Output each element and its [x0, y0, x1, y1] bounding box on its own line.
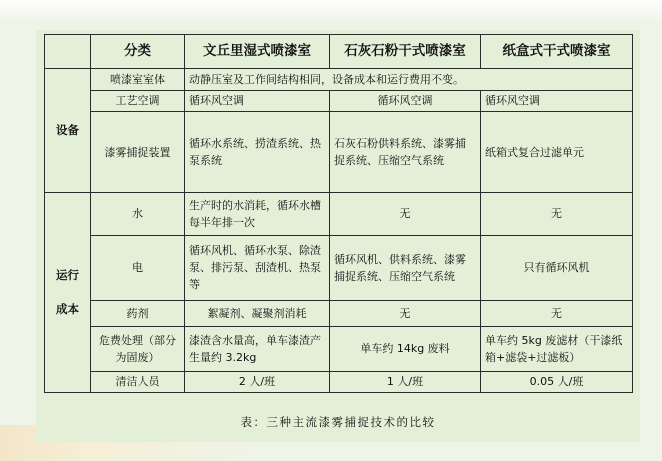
- table-row: [45, 301, 633, 327]
- header-category: 分类: [91, 35, 185, 69]
- row-label-electricity: 电: [91, 235, 185, 300]
- header-venturi-wet-booth: 文丘里湿式喷漆室: [185, 35, 330, 69]
- row-label-cleaning-staff: 清洁人员: [91, 371, 185, 392]
- group-cost-line1: 运行: [56, 268, 79, 283]
- venturi-chemicals-cell: 絮凝剂、凝聚剂消耗: [185, 301, 330, 327]
- carton-staff-cell: 0.05 人/班: [481, 371, 633, 392]
- table-row: [45, 90, 633, 111]
- carton-waste-cell: 单车约 5kg 废滤材（干漆纸箱+滤袋+过滤板）: [481, 326, 633, 371]
- row-label-water: 水: [91, 193, 185, 236]
- row-label-hazardous-waste: 危费处理（部分为固废）: [91, 326, 185, 371]
- venturi-waste-cell: 漆渣含水量高，单车漆渣产生量约 3.2kg: [185, 326, 330, 371]
- carton-water-cell: 无: [481, 193, 633, 236]
- row-label-chemicals: 药剂: [91, 301, 185, 327]
- carton-electricity-cell: 只有循环风机: [481, 235, 633, 300]
- comparison-table: [44, 34, 633, 393]
- header-row: [45, 35, 633, 69]
- venturi-electricity-cell: 循环风机、循环水泵、除渣泵、排污泵、刮渣机、热泵等: [185, 235, 330, 300]
- row-label-mist-capture: 漆雾捕捉装置: [91, 111, 185, 192]
- table-row: [45, 193, 633, 236]
- header-limestone-dry-booth: 石灰石粉干式喷漆室: [330, 35, 481, 69]
- limestone-waste-cell: 单车约 14kg 废料: [330, 326, 481, 371]
- table-caption: 表：三种主流漆雾捕捉技术的比较: [240, 415, 436, 429]
- carton-ac-cell: 循环风空调: [481, 90, 633, 111]
- header-carton-dry-booth: 纸盒式干式喷漆室: [481, 35, 633, 69]
- group-equipment: 设备: [45, 69, 91, 193]
- venturi-ac-cell: 循环风空调: [185, 90, 330, 111]
- table-row: [45, 371, 633, 392]
- group-operating-cost: [45, 193, 91, 393]
- venturi-water-cell: 生产时的水消耗，循环水槽每半年排一次: [185, 193, 330, 236]
- group-cost-line2: 成本: [56, 302, 79, 317]
- table-row: [45, 111, 633, 192]
- row-label-process-ac: 工艺空调: [91, 90, 185, 111]
- limestone-water-cell: 无: [330, 193, 481, 236]
- table-row: [45, 326, 633, 371]
- limestone-ac-cell: 循环风空调: [330, 90, 481, 111]
- limestone-capture-cell: 石灰石粉供料系统、漆雾捕捉系统、压缩空气系统: [330, 111, 481, 192]
- table-row: [45, 235, 633, 300]
- header-blank-cell: [45, 35, 91, 69]
- row-label-booth-body: 喷漆室室体: [91, 69, 185, 90]
- carton-chemicals-cell: 无: [481, 301, 633, 327]
- page-background-top: [0, 0, 662, 22]
- limestone-staff-cell: 1 人/班: [330, 371, 481, 392]
- limestone-electricity-cell: 循环风机、供料系统、漆雾捕捉系统、压缩空气系统: [330, 235, 481, 300]
- table-row: [45, 69, 633, 90]
- limestone-chemicals-cell: 无: [330, 301, 481, 327]
- booth-body-merged-cell: 动静压室及工作间结构相同，设备成本和运行费用不变。: [185, 69, 633, 90]
- carton-capture-cell: 纸箱式复合过滤单元: [481, 111, 633, 192]
- venturi-capture-cell: 循环水系统、捞渣系统、热泵系统: [185, 111, 330, 192]
- venturi-staff-cell: 2 人/班: [185, 371, 330, 392]
